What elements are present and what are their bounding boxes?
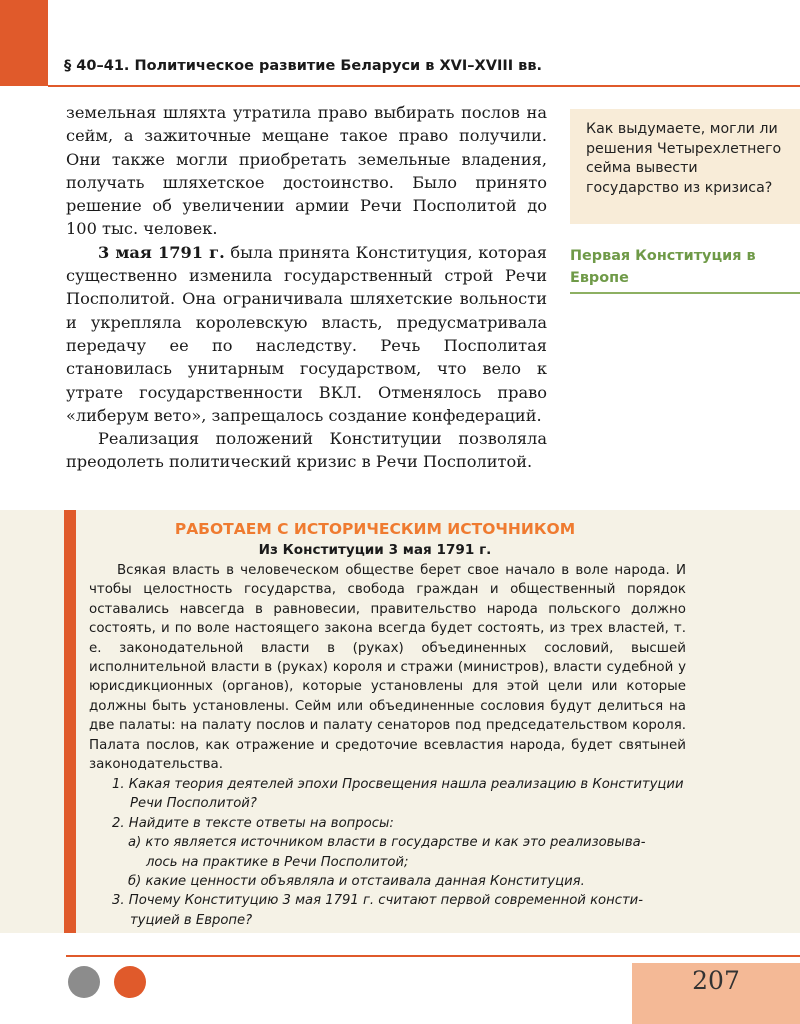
page-number: 207 [692, 966, 740, 995]
paragraph-1: земельная шляхта утратила право выбирать послов на сейм, а зажиточные мещане такое право получили. Они также могли приобретать земельные владения, получать шляхетское достоинство. Было принято решение об увеличении армии Речи Посполитой до 100 тыс. человек. [66, 103, 547, 239]
date-emphasis: 3 мая 1791 г. [98, 242, 225, 262]
paragraph-2-text: была принята Конституция, которая существенно изменила государственный строй Речи Посполитой. Она ограничивала шляхетские вольности и укрепляла королевскую власть, предусматривала передачу ее по наследству. Речь Посполитая становилась унитарным государством, что вело к утрате государственности ВКЛ. Отменялось право «либерум вето», запрещалось создание конфедераций. [66, 242, 547, 425]
task-3: 3. Почему Конституцию 3 мая 1791 г. считают первой современной консти- [112, 893, 643, 909]
marginal-heading: Первая Конституция в Европе [570, 248, 756, 286]
question-text: Как выдумаете, могли ли решения Четырехлетнего сейма вывести государство из кризиса? [586, 121, 782, 196]
footer-divider [66, 955, 800, 957]
source-title: РАБОТАЕМ С ИСТОРИЧЕСКИМ ИСТОЧНИКОМ [174, 520, 576, 538]
task-3-continued: туцией в Европе? [130, 912, 253, 928]
task-2a: а) кто является источником власти в государстве и как это реализовыва- [128, 835, 646, 851]
corner-accent-block [0, 0, 48, 86]
task-2: 2. Найдите в тексте ответы на вопросы: [112, 815, 394, 831]
header-divider [48, 85, 800, 87]
gray-circle-decoration [68, 966, 100, 998]
source-text: Всякая власть в человеческом обществе берет свое начало в воле народа. И чтобы целостность государства, свобода граждан и общественный порядок оставались навсегда в равновесии, правительство народа польского должно состоять, и по воле настоящего закона всегда будет состоять, из трех властей, т. е. законодательной власти в (руках) объединенных сословий, высшей исполнительной власти в (руках) короля и стражи (министров), власти судебной у юрисдикционных (органов), которые установлены для этой цели или которые должны быть установлены. Сейм или объединенные сословия будут делиться на две палаты: на палату послов и палату сенаторов под председательством короля. Палата послов, как отражение и средоточие всевластия народа, будет святыней законодательства. [89, 563, 686, 773]
orange-circle-decoration [114, 966, 146, 998]
task-2a-continued: лось на практике в Речи Посполитой; [146, 854, 409, 870]
marginal-divider [570, 292, 800, 294]
paragraph-2 [66, 241, 547, 427]
main-text [66, 101, 547, 474]
task-list [112, 775, 692, 930]
task-1-continued: Речи Посполитой? [130, 796, 257, 812]
source-subtitle: Из Конституции 3 мая 1791 г. [258, 542, 492, 558]
question-callout [570, 109, 800, 224]
page-header-title: § 40–41. Политическое развитие Беларуси в XVI–XVIII вв. [64, 58, 543, 74]
source-accent-bar [64, 510, 76, 933]
paragraph-3: Реализация положений Конституции позволяла преодолеть политический кризис в Речи Посполитой. [66, 429, 547, 472]
task-2b: б) какие ценности объявляла и отстаивала данная Конституция. [128, 874, 585, 890]
task-1: 1. Какая теория деятелей эпохи Просвещения нашла реализацию в Конституции [112, 777, 684, 792]
